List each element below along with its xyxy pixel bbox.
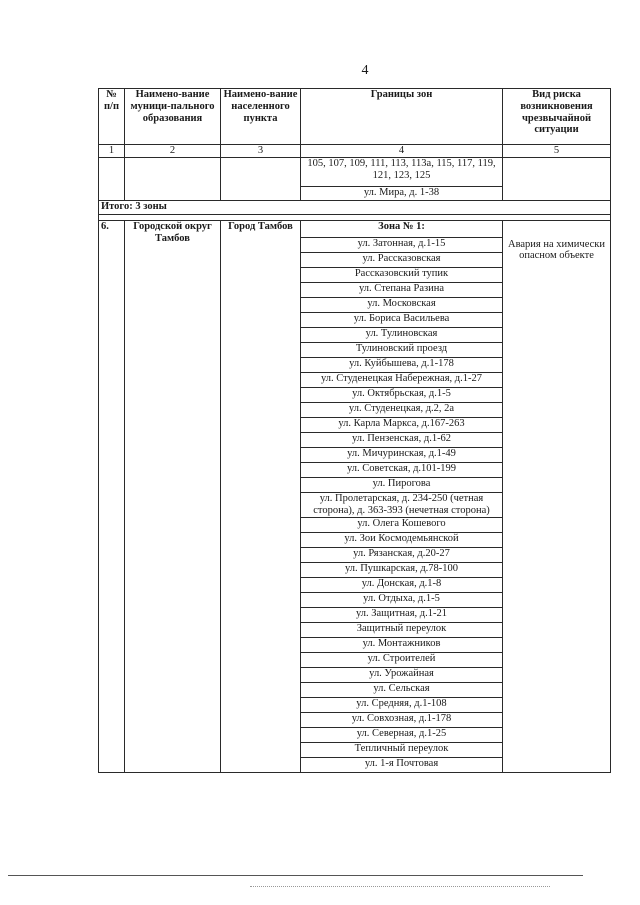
street-cell: ул. Средняя, д.1-108 [301, 697, 503, 712]
street-cell: ул. Карла Маркса, д.167-263 [301, 418, 503, 433]
street-cell: ул. Бориса Васильева [301, 313, 503, 328]
empty-cell [503, 158, 611, 201]
street-cell: ул. Пролетарская, д. 234-250 (четная сторона), д. 363-393 (нечетная сторона) [301, 493, 503, 518]
column-number-row [99, 145, 611, 158]
street-cell: ул. Октябрьская, д.1-5 [301, 388, 503, 403]
street-cell: ул. Совхозная, д.1-178 [301, 712, 503, 727]
street-cell: ул. Московская [301, 298, 503, 313]
street-cell: ул. Советская, д.101-199 [301, 463, 503, 478]
zone-header-row [99, 221, 611, 238]
header-number: № п/п [99, 89, 125, 145]
street-cell: Тулиновский проезд [301, 343, 503, 358]
street-cell: ул. Донская, д.1-8 [301, 577, 503, 592]
street-cell: ул. Строителей [301, 652, 503, 667]
street-cell: ул. Мичуринская, д.1-49 [301, 448, 503, 463]
street-cell: ул. Пушкарская, д.78-100 [301, 562, 503, 577]
empty-cell [221, 158, 301, 201]
empty-cell [125, 158, 221, 201]
street-cell: ул. Сельская [301, 682, 503, 697]
street-cell: ул. Северная, д.1-25 [301, 727, 503, 742]
entry-settlement: Город Тамбов [221, 221, 301, 773]
column-number: 4 [301, 145, 503, 158]
total-row [99, 201, 611, 215]
header-risk-type: Вид риска возникновения чрезвычайной ситуации [503, 89, 611, 145]
street-cell: ул. Студенецкая, д.2, 2а [301, 403, 503, 418]
street-cell: ул. Студенецкая Набережная, д.1-27 [301, 373, 503, 388]
table-row [99, 158, 611, 187]
zones-table [98, 88, 611, 773]
risk-type-cell [503, 238, 611, 773]
street-cell: Защитный переулок [301, 622, 503, 637]
street-cell: ул. Рассказовская [301, 253, 503, 268]
street-cell: Тепличный переулок [301, 742, 503, 757]
street-cell: ул. Олега Кошевого [301, 517, 503, 532]
street-cell: ул. Рязанская, д.20-27 [301, 547, 503, 562]
header-zone-borders: Границы зон [301, 89, 503, 145]
street-cell: ул. Отдыха, д.1-5 [301, 592, 503, 607]
entry-number: 6. [99, 221, 125, 773]
header-municipality: Наимено-вание муници-пального образования [125, 89, 221, 145]
street-cell: ул. Пензенская, д.1-62 [301, 433, 503, 448]
street-cell: ул. Степана Разина [301, 283, 503, 298]
risk-type: Авария на химически опасном объекте [507, 238, 605, 262]
street-cell: ул. Монтажников [301, 637, 503, 652]
address-cell: 105, 107, 109, 111, 113, 113а, 115, 117, 119, 121, 123, 125 [301, 158, 503, 187]
street-cell: ул. Урожайная [301, 667, 503, 682]
column-number: 1 [99, 145, 125, 158]
zone-title: Зона № 1: [301, 221, 503, 238]
street-cell: Рассказовский тупик [301, 268, 503, 283]
entry-municipality: Городской округ Тамбов [125, 221, 221, 773]
street-cell: ул. Тулиновская [301, 328, 503, 343]
risk-cell [503, 221, 611, 238]
footer-smudge [250, 886, 550, 891]
street-cell: ул. 1-я Почтовая [301, 757, 503, 772]
footer-line [8, 875, 583, 876]
street-cell: ул. Пирогова [301, 478, 503, 493]
column-number: 3 [221, 145, 301, 158]
street-cell: ул. Зои Космодемьянской [301, 532, 503, 547]
street-cell: ул. Защитная, д.1-21 [301, 607, 503, 622]
street-cell: ул. Куйбышева, д.1-178 [301, 358, 503, 373]
total-label: Итого: 3 зоны [99, 201, 611, 215]
address-cell: ул. Мира, д. 1-38 [301, 187, 503, 201]
column-number: 5 [503, 145, 611, 158]
street-cell: ул. Затонная, д.1-15 [301, 238, 503, 253]
page-number: 4 [361, 63, 369, 78]
table-header-row [99, 89, 611, 145]
column-number: 2 [125, 145, 221, 158]
header-settlement: Наимено-вание населенного пункта [221, 89, 301, 145]
empty-cell [99, 158, 125, 201]
